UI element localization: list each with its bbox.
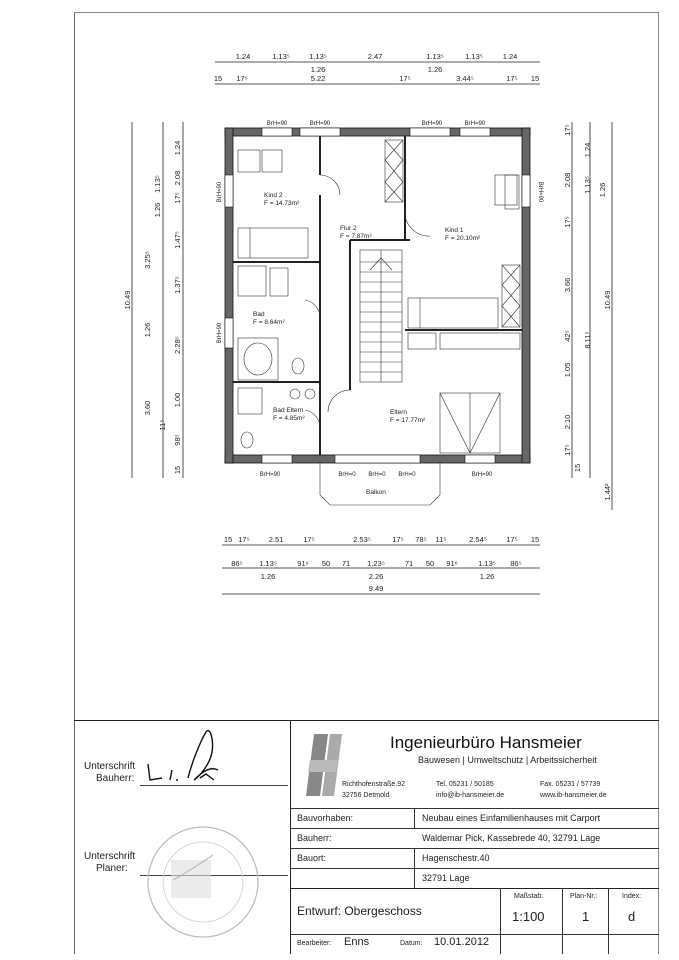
dim-bot-total: 9.49 bbox=[368, 584, 384, 593]
tb-line bbox=[290, 808, 659, 809]
room-kind2-area: F = 14.73m² bbox=[264, 200, 300, 207]
firm-name: Ingenieurbüro Hansmeier bbox=[390, 733, 582, 752]
brh-label: BrH=90 bbox=[217, 181, 223, 203]
tb-line bbox=[290, 888, 659, 889]
bauort-label: Bauort: bbox=[297, 853, 327, 863]
dim-left-11: 1.00 bbox=[173, 392, 182, 408]
engineer-stamp bbox=[143, 820, 263, 945]
dim-right-13: 15 bbox=[573, 463, 582, 473]
dim-left-7: 3.25⁵ bbox=[143, 251, 152, 269]
dim-bot2b-1: 1.26 bbox=[260, 572, 276, 581]
dim-bot-3: 2.51 bbox=[268, 535, 284, 544]
tb-line bbox=[290, 934, 659, 935]
room-badeltern-name: Bad Eltern bbox=[273, 407, 304, 414]
dim-bot2-8: 50 bbox=[425, 559, 435, 568]
firm-tel: Tel. 05231 / 50185 bbox=[436, 781, 494, 788]
tb-col bbox=[414, 848, 415, 888]
dim-top-b1: 1.26 bbox=[310, 65, 326, 74]
brh-label: BrH=90 bbox=[464, 121, 486, 127]
dim-bot-10: 17⁵ bbox=[506, 535, 518, 544]
dim-bot2-3: 91⁶ bbox=[297, 559, 309, 568]
dim-top2-4: 17⁵ bbox=[399, 74, 411, 83]
dim-left-8: 1.37⁵ bbox=[173, 276, 182, 294]
dim-left-1: 2.08 bbox=[173, 170, 182, 186]
dim-bot2-5: 71 bbox=[341, 559, 351, 568]
massstab-label: Maßstab: bbox=[514, 893, 544, 900]
dim-bot2b-3: 1.26 bbox=[479, 572, 495, 581]
brh-label: BrH=0 bbox=[398, 472, 416, 478]
firm-email: info@ib-hansmeier.de bbox=[436, 792, 505, 799]
dim-top-4: 2.47 bbox=[367, 52, 383, 61]
dim-right-extra: 1.44² bbox=[603, 483, 612, 501]
tb-line bbox=[290, 828, 659, 829]
room-badeltern-area: F = 4.85m² bbox=[273, 415, 305, 422]
dim-top2-3: 5.22 bbox=[310, 74, 326, 83]
dim-right-10: 8.11⁵ bbox=[583, 331, 592, 349]
dim-right-4: 1.13⁵ bbox=[583, 176, 592, 194]
brh-label: BrH=90 bbox=[259, 472, 281, 478]
brh-label: BrH=90 bbox=[266, 121, 288, 127]
dim-top2-5: 3.44⁵ bbox=[456, 74, 474, 83]
datum-label: Datum: bbox=[400, 940, 423, 947]
room-flur2-name: Flur 2 bbox=[340, 225, 357, 232]
bauherr-value: Waldemar Pick, Kassebrede 40, 32791 Lage bbox=[422, 833, 601, 843]
firm-web: www.ib-hansmeier.de bbox=[540, 792, 607, 799]
dim-top2-1: 15 bbox=[213, 74, 223, 83]
dim-bot-11: 15 bbox=[530, 535, 540, 544]
dim-bot-5: 2.53⁵ bbox=[353, 535, 371, 544]
dim-left-12: 3.60 bbox=[143, 400, 152, 416]
room-flur2-area: F = 7.87m² bbox=[340, 233, 372, 240]
tb-col bbox=[608, 888, 609, 954]
dim-left-15: 15 bbox=[173, 465, 182, 475]
dim-top-3: 1.13⁵ bbox=[309, 52, 327, 61]
dim-right-2: 1.24 bbox=[583, 142, 592, 158]
sign-bauherr-label: Unterschrift bbox=[84, 761, 136, 772]
datum-value: 10.01.2012 bbox=[434, 936, 490, 948]
dim-bot-2: 17⁵ bbox=[238, 535, 250, 544]
dim-top2-7: 15 bbox=[530, 74, 540, 83]
plan-nr-value: 1 bbox=[582, 909, 590, 924]
dim-left-14: 98⁵ bbox=[173, 434, 182, 446]
room-eltern-area: F = 17.77m² bbox=[390, 417, 426, 424]
dim-left-10: 2.28⁵ bbox=[173, 336, 182, 354]
dim-bot-1: 15 bbox=[223, 535, 233, 544]
dim-bot2-1: 86⁵ bbox=[231, 559, 243, 568]
dim-bot-4: 17⁵ bbox=[303, 535, 315, 544]
bauort-value-2: 32791 Lage bbox=[422, 873, 470, 883]
index-value: d bbox=[628, 909, 636, 924]
dim-bot2b-2: 2.26 bbox=[368, 572, 384, 581]
dim-left-5: 1.26 bbox=[153, 202, 162, 218]
massstab-value: 1:100 bbox=[512, 909, 545, 924]
brh-label: BrH=90 bbox=[309, 121, 331, 127]
dim-right-6: 17⁵ bbox=[563, 216, 572, 228]
firm-address-2: 32756 Detmold bbox=[342, 792, 390, 799]
dim-right-11: 2.10 bbox=[563, 414, 572, 430]
index-label: Index: bbox=[622, 893, 642, 900]
tb-line bbox=[290, 868, 659, 869]
dim-left-13: 11⁵ bbox=[158, 419, 167, 431]
dim-right-8: 42⁵ bbox=[563, 330, 572, 342]
dim-bot2-6: 1.23⁵ bbox=[367, 559, 385, 568]
room-bad-name: Bad bbox=[253, 311, 265, 318]
dim-top-7: 1.24 bbox=[502, 52, 518, 61]
dim-right-3: 2.08 bbox=[563, 172, 572, 188]
dim-bot2-11: 86⁵ bbox=[510, 559, 522, 568]
bauvorhaben-value: Neubau eines Einfamilienhauses mit Carport bbox=[422, 813, 601, 823]
dim-top-b2: 1.26 bbox=[427, 65, 443, 74]
bauort-value-1: Hagenschestr.40 bbox=[422, 853, 490, 863]
dim-bot2-9: 91⁶ bbox=[446, 559, 458, 568]
sign-planer-label-2: Planer: bbox=[96, 863, 128, 874]
dim-top2-6: 17⁵ bbox=[506, 74, 518, 83]
dim-top-5: 1.13⁵ bbox=[426, 52, 444, 61]
dim-bot2-10: 1.13⁵ bbox=[478, 559, 496, 568]
dim-right-1: 17⁵ bbox=[563, 124, 572, 136]
dim-top-2: 1.13⁵ bbox=[272, 52, 290, 61]
room-kind1-name: Kind 1 bbox=[445, 227, 464, 234]
dim-right-9: 1.05 bbox=[563, 362, 572, 378]
firm-services: Bauwesen | Umweltschutz | Arbeitssicherheit bbox=[418, 755, 597, 765]
bearbeiter-label: Bearbeiter: bbox=[297, 940, 332, 947]
dim-left-total: 10.49 bbox=[123, 290, 132, 310]
sign-planer-label: Unterschrift bbox=[84, 851, 136, 862]
dim-left-2: 1.24 bbox=[173, 140, 182, 156]
brh-label: BrH=0 bbox=[368, 472, 386, 478]
dim-bot2-4: 50 bbox=[321, 559, 331, 568]
plan-nr-label: Plan-Nr.: bbox=[570, 893, 598, 900]
room-eltern-name: Eltern bbox=[390, 409, 407, 416]
dim-bot-8: 11⁵ bbox=[435, 535, 447, 544]
tb-col bbox=[500, 888, 501, 954]
brh-label: BrH=90 bbox=[421, 121, 443, 127]
dim-bot2-2: 1.13⁵ bbox=[259, 559, 277, 568]
dim-bot-7: 78⁵ bbox=[415, 535, 427, 544]
dim-right-12: 17⁵ bbox=[563, 444, 572, 456]
titleblock-divider bbox=[290, 720, 291, 954]
dim-bot2-7: 71 bbox=[404, 559, 414, 568]
bauvorhaben-label: Bauvorhaben: bbox=[297, 813, 354, 823]
firm-fax: Fax. 05231 / 57739 bbox=[540, 781, 601, 788]
dim-left-9: 1.26 bbox=[143, 322, 152, 338]
dim-right-7: 3.66 bbox=[563, 277, 572, 293]
brh-label: BrH=90 bbox=[471, 472, 493, 478]
dim-bot-9: 2.54⁵ bbox=[469, 535, 487, 544]
room-kind1-area: F = 20.10m² bbox=[445, 235, 481, 242]
dim-top-1: 1.24 bbox=[235, 52, 251, 61]
entwurf-title: Entwurf: Obergeschoss bbox=[297, 904, 422, 918]
dim-left-3: 17⁵ bbox=[173, 192, 182, 204]
room-bad-area: F = 8.64m² bbox=[253, 319, 285, 326]
dim-top-6: 1.13⁵ bbox=[465, 52, 483, 61]
bauherr-label: Bauherr: bbox=[297, 833, 332, 843]
room-balkon-name: Balkon bbox=[366, 489, 386, 496]
brh-label: BrH=0 bbox=[338, 472, 356, 478]
tb-line bbox=[290, 848, 659, 849]
firm-address-1: Richthofenstraße.92 bbox=[342, 781, 406, 788]
sign-bauherr-label-2: Bauherr: bbox=[96, 773, 135, 784]
tb-col bbox=[562, 888, 563, 954]
dim-left-6: 1.47⁵ bbox=[173, 231, 182, 249]
titleblock-top-line bbox=[74, 720, 659, 721]
bearbeiter-value: Enns bbox=[344, 936, 370, 948]
dim-bot-6: 17⁵ bbox=[392, 535, 404, 544]
room-kind2-name: Kind 2 bbox=[264, 192, 283, 199]
dim-left-4: 1.13⁵ bbox=[153, 175, 162, 193]
dim-right-5: 1.26 bbox=[598, 182, 607, 198]
brh-label: BrH=90 bbox=[537, 181, 543, 203]
brh-label: BrH=90 bbox=[217, 322, 223, 344]
tb-col bbox=[414, 808, 415, 828]
firm-logo-icon bbox=[298, 730, 344, 800]
dim-top2-2: 17⁵ bbox=[236, 74, 248, 83]
dim-right-total: 10.49 bbox=[603, 290, 612, 310]
bauherr-signature bbox=[140, 722, 230, 792]
